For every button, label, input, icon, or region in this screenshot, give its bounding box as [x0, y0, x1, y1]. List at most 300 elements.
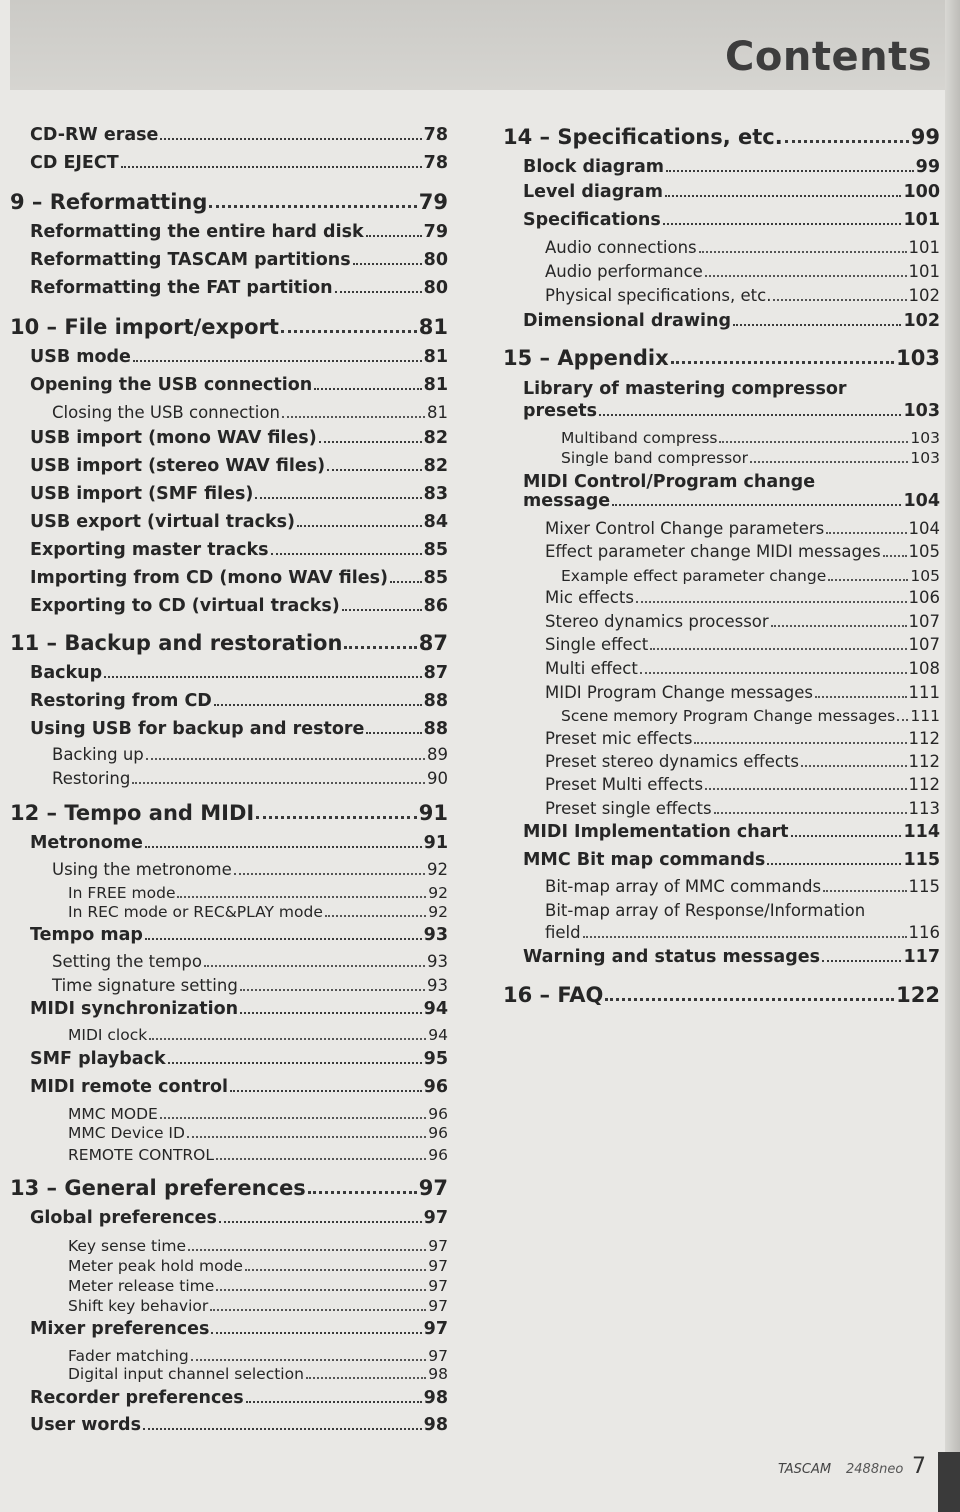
dot-leader [342, 607, 422, 611]
toc-entry-title: Opening the USB connection [30, 374, 313, 395]
toc-entry-title: Multiband compress [561, 428, 718, 447]
toc-entry-title: Meter release time [68, 1276, 215, 1295]
toc-entry-title: 11 – Backup and restoration [10, 631, 343, 655]
toc-chapter [10, 631, 448, 655]
toc-entry-title: Specifications [523, 209, 661, 230]
toc-entry [68, 903, 448, 921]
toc-entry-title: Warning and status messages [523, 946, 821, 967]
toc-entry-title: Level diagram [523, 181, 663, 202]
toc-page-number: 101 [903, 209, 940, 230]
toc-entry [68, 1237, 448, 1255]
toc-page-number: 101 [908, 261, 940, 281]
dot-leader [773, 297, 906, 301]
toc-page-number: 89 [427, 744, 448, 764]
dot-leader [636, 599, 907, 603]
dot-leader [255, 495, 421, 499]
dot-leader [306, 1375, 426, 1379]
toc-page-number: 96 [423, 1076, 448, 1097]
toc-page-number: 100 [903, 181, 940, 202]
toc-entry [30, 222, 448, 242]
toc-entry-title: Using USB for backup and restore [30, 718, 365, 739]
footer-model: 2488neo [846, 1462, 904, 1477]
toc-chapter [503, 125, 940, 149]
toc-entry-title: Bit-map array of MMC commands [545, 876, 822, 896]
dot-leader [791, 833, 902, 837]
toc-entry [523, 210, 940, 230]
toc-page-number: 80 [423, 277, 448, 298]
toc-entry-title: Scene memory Program Change messages [561, 706, 896, 725]
toc-entry-title: Mic effects [545, 587, 634, 607]
toc-entry-title: User words [30, 1414, 141, 1435]
toc-entry-title: Digital input channel selection [68, 1364, 304, 1383]
toc-entry-continued: Bit-map array of Response/Information [545, 900, 866, 920]
toc-entry [545, 683, 940, 702]
dot-leader [230, 1088, 422, 1092]
dot-leader [694, 740, 906, 744]
dot-leader [133, 358, 422, 362]
toc-entry [545, 729, 940, 748]
toc-entry-title: Meter peak hold mode [68, 1256, 243, 1275]
toc-page-number: 98 [423, 1387, 448, 1408]
toc-entry-title: MMC Device ID [68, 1123, 185, 1142]
toc-entry-continued: Library of mastering compressor [523, 378, 847, 399]
toc-entry [545, 752, 940, 771]
dot-leader [705, 786, 906, 790]
toc-entry [30, 691, 448, 711]
toc-page-number: 92 [427, 859, 448, 879]
toc-page-number: 97 [428, 1346, 448, 1365]
toc-entry [561, 449, 940, 467]
toc-entry-title: Reformatting TASCAM partitions [30, 249, 351, 270]
toc-page-number: 105 [910, 566, 940, 585]
toc-entry [30, 1319, 448, 1339]
toc-entry [523, 491, 940, 511]
toc-page-number: 93 [427, 975, 448, 995]
toc-entry-title: Exporting master tracks [30, 539, 269, 560]
toc-page-number: 103 [903, 400, 940, 421]
dot-leader [234, 871, 425, 875]
toc-entry-title: USB import (mono WAV files) [30, 427, 317, 448]
toc-entry-title: MIDI remote control [30, 1076, 229, 1097]
toc-entry [30, 125, 448, 145]
toc-entry-title: Example effect parameter change [561, 566, 827, 585]
toc-page-number: 95 [423, 1048, 448, 1069]
toc-entry [30, 153, 448, 173]
toc-page-number: 112 [908, 728, 940, 748]
toc-entry-title: 16 – FAQ [503, 983, 604, 1007]
dot-leader [771, 623, 907, 627]
toc-entry [545, 286, 940, 305]
toc-entry-title: REMOTE CONTROL [68, 1145, 215, 1164]
toc-entry [523, 182, 940, 202]
toc-entry-title: In FREE mode [68, 883, 176, 902]
toc-page-number: 97 [423, 1207, 448, 1228]
dot-leader [605, 996, 894, 1001]
toc-page-number: 93 [423, 924, 448, 945]
toc-page-number: 81 [418, 315, 448, 339]
toc-page-number: 101 [908, 237, 940, 257]
toc-entry-title: message [523, 490, 611, 511]
dot-leader [823, 888, 906, 892]
dot-leader [705, 273, 907, 277]
toc-entry-title: 9 – Reformatting [10, 190, 208, 214]
toc-page-number: 98 [428, 1364, 448, 1383]
toc-entry-title: Audio performance [545, 261, 703, 281]
dot-leader [733, 322, 901, 326]
toc-entry-title: Mixer preferences [30, 1318, 210, 1339]
toc-entry [545, 542, 940, 561]
toc-page-number: 93 [427, 951, 448, 971]
toc-entry [545, 775, 940, 794]
toc-page-number: 115 [908, 876, 940, 896]
dot-leader [308, 1189, 417, 1194]
toc-page-number: 97 [428, 1256, 448, 1275]
toc-entry-title: Backing up [52, 744, 144, 764]
toc-entry [68, 1124, 448, 1142]
dot-leader [245, 1267, 426, 1271]
dot-leader [319, 439, 422, 443]
dot-leader [214, 702, 422, 706]
toc-entry [561, 707, 940, 725]
toc-entry [52, 952, 448, 971]
toc-entry-title: Shift key behavior [68, 1296, 209, 1315]
toc-entry-title: MIDI synchronization [30, 998, 239, 1019]
dot-leader [353, 261, 422, 265]
toc-page-number: 102 [903, 310, 940, 331]
toc-entry [52, 769, 448, 788]
toc-entry-title: In REC mode or REC&PLAY mode [68, 902, 323, 921]
dot-leader [211, 1330, 421, 1334]
toc-page-number: 83 [423, 483, 448, 504]
dot-leader [366, 233, 422, 237]
toc-entry-title: MMC Bit map commands [523, 849, 766, 870]
dot-leader [327, 467, 421, 471]
toc-entry [545, 612, 940, 631]
toc-entry [30, 456, 448, 476]
toc-page-number: 98 [423, 1414, 448, 1435]
toc-entry [30, 278, 448, 298]
dot-leader [801, 763, 906, 767]
dot-leader [104, 674, 421, 678]
toc-entry [52, 976, 448, 995]
dot-leader [826, 530, 906, 534]
toc-page-number: 106 [908, 587, 940, 607]
toc-entry [52, 860, 448, 879]
toc-entry [68, 1105, 448, 1123]
toc-entry-title: USB import (stereo WAV files) [30, 455, 326, 476]
toc-page-number: 103 [910, 428, 940, 447]
dot-leader [209, 203, 416, 208]
toc-page-number: 102 [908, 285, 940, 305]
toc-entry [545, 519, 940, 538]
toc-page-number: 107 [908, 634, 940, 654]
toc-chapter [10, 190, 448, 214]
toc-page-number: 112 [908, 774, 940, 794]
toc-entry-title: Recorder preferences [30, 1387, 244, 1408]
toc-entry-title: USB export (virtual tracks) [30, 511, 296, 532]
dot-leader [177, 894, 426, 898]
toc-entry [545, 877, 940, 896]
toc-entry-title: Single effect [545, 634, 649, 654]
toc-entry-title: 13 – General preferences [10, 1176, 306, 1200]
page-title: Contents [725, 34, 932, 80]
dot-leader [168, 1060, 422, 1064]
toc-page-number: 79 [418, 190, 448, 214]
dot-leader [146, 756, 425, 760]
toc-page-number: 85 [423, 539, 448, 560]
dot-leader [132, 780, 425, 784]
toc-entry [523, 822, 940, 842]
dot-leader [145, 936, 422, 940]
toc-entry [523, 311, 940, 331]
dot-leader [282, 414, 425, 418]
toc-entry [30, 347, 448, 367]
toc-entry-title: SMF playback [30, 1048, 166, 1069]
toc-entry-title: Global preferences [30, 1207, 217, 1228]
dot-leader [240, 987, 425, 991]
toc-entry [545, 923, 940, 942]
toc-entry [68, 1297, 448, 1315]
toc-entry-title: 12 – Tempo and MIDI [10, 801, 255, 825]
toc-entry-title: Preset Multi effects [545, 774, 704, 794]
toc-page-number: 88 [423, 718, 448, 739]
toc-entry [68, 1026, 448, 1044]
toc-page-number: 115 [903, 849, 940, 870]
toc-page-number: 82 [423, 427, 448, 448]
toc-entry-title: Importing from CD (mono WAV files) [30, 567, 389, 588]
toc-page-number: 111 [910, 706, 940, 725]
dot-leader [191, 1357, 427, 1361]
toc-entry-title: Preset stereo dynamics effects [545, 751, 800, 771]
toc-entry-title: Exporting to CD (virtual tracks) [30, 595, 340, 616]
toc-entry-title: Effect parameter change MIDI messages [545, 541, 881, 561]
toc-page-number: 81 [423, 346, 448, 367]
dot-leader [344, 644, 416, 649]
dot-leader [160, 136, 421, 140]
toc-page-number: 84 [423, 511, 448, 532]
toc-entry-title: field [545, 922, 581, 942]
toc-entry [561, 567, 940, 585]
toc-entry [523, 850, 940, 870]
toc-entry [545, 635, 940, 654]
dot-leader [256, 814, 417, 819]
toc-page-number: 81 [427, 402, 448, 422]
page-edge-shadow [945, 0, 960, 1512]
dot-leader [390, 579, 422, 583]
dot-leader [671, 359, 895, 364]
toc-entry [30, 596, 448, 616]
toc-page-number: 79 [423, 221, 448, 242]
toc-entry [68, 1257, 448, 1275]
toc-page-number: 111 [908, 682, 940, 702]
toc-page-number: 87 [418, 631, 448, 655]
toc-entry-title: Restoring from CD [30, 690, 212, 711]
dot-leader [143, 1426, 422, 1430]
toc-entry [52, 745, 448, 764]
toc-entry-title: Tempo map [30, 924, 143, 945]
toc-page-number: 97 [423, 1318, 448, 1339]
dot-leader [204, 963, 425, 967]
toc-page-number: 104 [908, 518, 940, 538]
toc-entry [30, 428, 448, 448]
toc-page-number: 78 [423, 152, 448, 173]
toc-page-number: 108 [908, 658, 940, 678]
dot-leader [612, 502, 901, 506]
toc-entry-title: USB mode [30, 346, 131, 367]
dot-leader [145, 844, 422, 848]
footer-brand: TASCAM [778, 1462, 832, 1477]
toc-entry [30, 1208, 448, 1228]
toc-page-number: 97 [418, 1176, 448, 1200]
dot-leader [897, 717, 908, 721]
toc-entry-title: Multi effect [545, 658, 638, 678]
toc-entry [545, 588, 940, 607]
toc-entry [30, 1415, 448, 1435]
toc-entry [30, 250, 448, 270]
toc-page-number: 103 [896, 346, 940, 370]
toc-entry-title: 15 – Appendix [503, 346, 669, 370]
dot-leader [366, 730, 421, 734]
toc-entry [30, 1077, 448, 1097]
toc-page-number: 96 [428, 1104, 448, 1123]
toc-entry [545, 238, 940, 257]
toc-page-number: 87 [423, 662, 448, 683]
toc-entry-title: Metronome [30, 832, 143, 853]
toc-entry [68, 1277, 448, 1295]
toc-page-number: 117 [903, 946, 940, 967]
toc-entry [30, 833, 448, 853]
toc-page-number: 78 [423, 124, 448, 145]
toc-page-number: 113 [908, 798, 940, 818]
dot-leader [210, 1307, 426, 1311]
toc-entry-title: Backup [30, 662, 103, 683]
toc-page-number: 104 [903, 490, 940, 511]
dot-leader [767, 861, 901, 865]
dot-leader [699, 249, 907, 253]
toc-entry-title: MIDI clock [68, 1025, 148, 1044]
toc-page-number: 97 [428, 1276, 448, 1295]
toc-page-number: 92 [428, 883, 448, 902]
toc-page-number: 107 [908, 611, 940, 631]
toc-entry-title: Reformatting the FAT partition [30, 277, 333, 298]
toc-entry-title: Dimensional drawing [523, 310, 732, 331]
dot-leader [822, 958, 901, 962]
toc-entry [523, 947, 940, 967]
toc-entry [30, 1388, 448, 1408]
toc-entry [561, 429, 940, 447]
toc-entry [523, 157, 940, 177]
toc-entry-title: Reformatting the entire hard disk [30, 221, 364, 242]
dot-leader [663, 221, 902, 225]
dot-leader [714, 810, 907, 814]
toc-entry [545, 262, 940, 281]
toc-page-number: 86 [423, 595, 448, 616]
toc-entry-title: Closing the USB connection [52, 402, 280, 422]
toc-page-number: 94 [428, 1025, 448, 1044]
toc-page-number: 112 [908, 751, 940, 771]
dot-leader [665, 193, 902, 197]
dot-leader [246, 1399, 422, 1403]
toc-page-number: 96 [428, 1145, 448, 1164]
toc-page-number: 122 [896, 983, 940, 1007]
toc-page-number: 97 [428, 1236, 448, 1255]
toc-page-number: 97 [428, 1296, 448, 1315]
toc-entry-title: 14 – Specifications, etc. [503, 125, 783, 149]
toc-page-number: 99 [910, 125, 940, 149]
toc-entry [30, 999, 448, 1019]
toc-entry-title: Stereo dynamics processor [545, 611, 769, 631]
toc-entry [52, 403, 448, 422]
toc-entry [30, 663, 448, 683]
toc-entry-title: USB import (SMF files) [30, 483, 254, 504]
toc-chapter [10, 801, 448, 825]
toc-entry [523, 401, 940, 421]
toc-entry [545, 799, 940, 818]
toc-entry [30, 484, 448, 504]
toc-page-number: 116 [908, 922, 940, 942]
toc-page-number: 92 [428, 902, 448, 921]
toc-chapter [10, 1176, 448, 1200]
dot-leader [335, 289, 422, 293]
toc-entry [30, 512, 448, 532]
toc-entry-title: CD-RW erase [30, 124, 159, 145]
toc-entry-title: Audio connections [545, 237, 697, 257]
dot-leader [121, 164, 422, 168]
page-edge-tab [938, 1452, 960, 1512]
toc-entry [68, 884, 448, 902]
toc-page-number: 85 [423, 567, 448, 588]
toc-page-number: 105 [908, 541, 940, 561]
toc-entry-title: Preset mic effects [545, 728, 693, 748]
toc-entry-title: Using the metronome [52, 859, 232, 879]
toc-entry-title: Fader matching [68, 1346, 189, 1365]
toc-page-number: 81 [423, 374, 448, 395]
toc-page-number: 94 [423, 998, 448, 1019]
dot-leader [828, 577, 908, 581]
dot-leader [815, 694, 907, 698]
toc-entry-title: Single band compressor [561, 448, 749, 467]
toc-entry-title: CD EJECT [30, 152, 119, 173]
dot-leader [271, 551, 422, 555]
toc-page-number: 91 [423, 832, 448, 853]
toc-page-number: 82 [423, 455, 448, 476]
dot-leader [883, 553, 907, 557]
toc-entry-title: Restoring [52, 768, 131, 788]
dot-leader [583, 934, 907, 938]
toc-page-number: 80 [423, 249, 448, 270]
toc-entry [30, 719, 448, 739]
toc-entry-title: Key sense time [68, 1236, 187, 1255]
toc-entry-title: Preset single effects [545, 798, 712, 818]
dot-leader [599, 412, 901, 416]
toc-entry [30, 1049, 448, 1069]
toc-page-number: 114 [903, 821, 940, 842]
toc-entry-title: MIDI Implementation chart [523, 821, 789, 842]
toc-entry-continued: MIDI Control/Program change [523, 471, 816, 492]
dot-leader [314, 386, 421, 390]
toc-entry [68, 1365, 448, 1383]
toc-entry [545, 659, 940, 678]
dot-leader [750, 459, 908, 463]
toc-entry-title: MIDI Program Change messages [545, 682, 813, 702]
toc-chapter [503, 983, 940, 1007]
toc-page-number: 91 [418, 801, 448, 825]
dot-leader [219, 1219, 422, 1223]
dot-leader [160, 1115, 426, 1119]
dot-leader [187, 1134, 426, 1138]
toc-page-number: 96 [428, 1123, 448, 1142]
toc-page-number: 88 [423, 690, 448, 711]
